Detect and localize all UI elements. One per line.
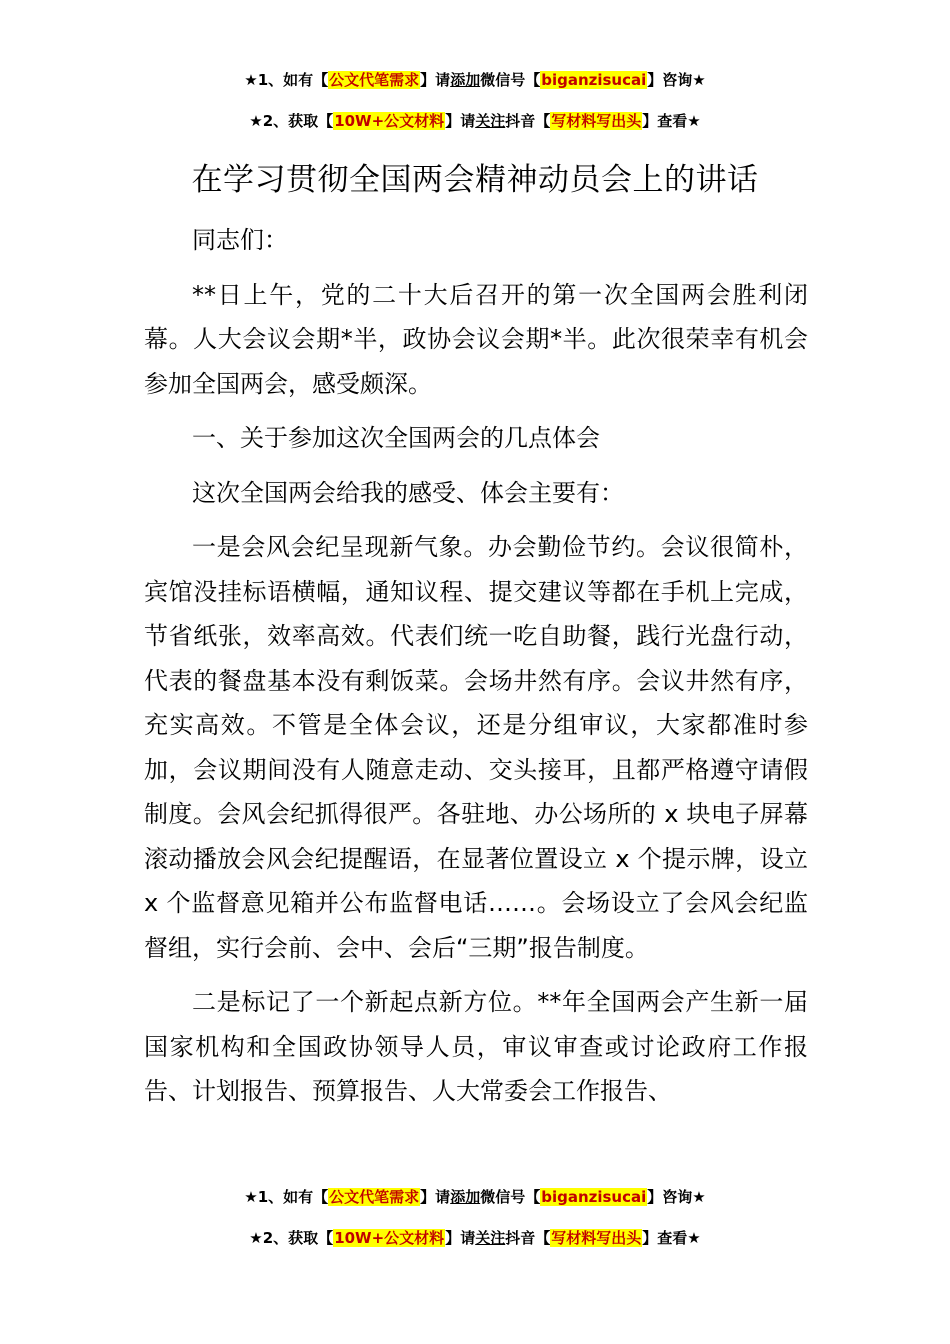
banner-highlight: biganzisucai [541,1188,647,1206]
banner-line-2 [0,1228,950,1250]
paragraph: 二是标记了一个新起点新方位。**年全国两会产生新一届国家机构和全国政协领导人员，审议审查或讨论政府工作报告、计划报告、预算报告、人大常委会工作报告、 [144,988,808,1105]
paragraph: 这次全国两会给我的感受、体会主要有： [192,478,624,507]
document-title: 在学习贯彻全国两会精神动员会上的讲话 [191,162,759,198]
banner-highlight: 公文代笔需求 [329,71,420,89]
banner-text: 】请 [420,71,451,89]
banner-text: 】查看★ [642,112,701,130]
banner-line-1 [0,1187,950,1209]
paragraph: 一是会风会纪呈现新气象。办会勤俭节约。会议很简朴，宾馆没挂标语横幅，通知议程、提交建议等都在手机上完成，节省纸张，效率高效。代表们统一吃自助餐，践行光盘行动，代表的餐盘基本没有剩饭菜。会场井然有序。会议井然有序，充实高效。不管是全体会议，还是分组审议，大家都准时参加，会议期间没有人随意走动、交头接耳，且都严格遵守请假制度。会风会纪抓得很严。各驻地、办公场所的 x 块电子屏幕滚动播放会风会纪提醒语，在显著位置设立 x 个提示牌，设立 x 个监督意见箱并公布监督电话……。会场设立了会风会纪监督组，实行会前、会中、会后“三期”报告制度。 [144,533,808,962]
banner-line-2 [0,111,950,133]
banner-highlight: 公文代笔需求 [329,1188,420,1206]
paragraph: **日上午，党的二十大后召开的第一次全国两会胜利闭幕。人大会议会期*半，政协会议会期*半。此次很荣幸有机会参加全国两会，感受颇深。 [144,280,808,398]
banner-text: 】查看★ [642,1229,701,1247]
banner-text: ★1、如有【 [244,1188,329,1206]
top-banner [0,70,950,152]
document-body [144,218,808,1124]
banner-text: 】请 [445,112,476,130]
banner-underlined-text: 关注 [475,112,506,130]
banner-line-1 [0,70,950,92]
banner-text: 】请 [420,1188,451,1206]
banner-text: 】咨询★ [647,1188,706,1206]
banner-text: ★2、获取【 [249,1229,334,1247]
banner-highlight: 写材料写出头 [551,1229,642,1247]
banner-text: ★2、获取【 [249,112,334,130]
banner-underlined-text: 关注 [475,1229,506,1247]
banner-highlight: biganzisucai [541,71,647,89]
banner-text: 抖音【 [505,1229,551,1247]
banner-highlight: 10W+公文材料 [334,1229,445,1247]
salutation: 同志们： [192,226,288,254]
banner-text: 】咨询★ [647,71,706,89]
bottom-banner [0,1187,950,1269]
banner-highlight: 10W+公文材料 [334,112,445,130]
banner-underlined-text: 添加 [450,1188,481,1206]
banner-text: ★1、如有【 [244,71,329,89]
banner-text: 微信号【 [480,1188,541,1206]
banner-highlight: 写材料写出头 [551,112,642,130]
banner-underlined-text: 添加 [450,71,481,89]
banner-text: 微信号【 [480,71,541,89]
banner-text: 】请 [445,1229,476,1247]
banner-text: 抖音【 [505,112,551,130]
section-heading: 一、关于参加这次全国两会的几点体会 [192,424,600,452]
